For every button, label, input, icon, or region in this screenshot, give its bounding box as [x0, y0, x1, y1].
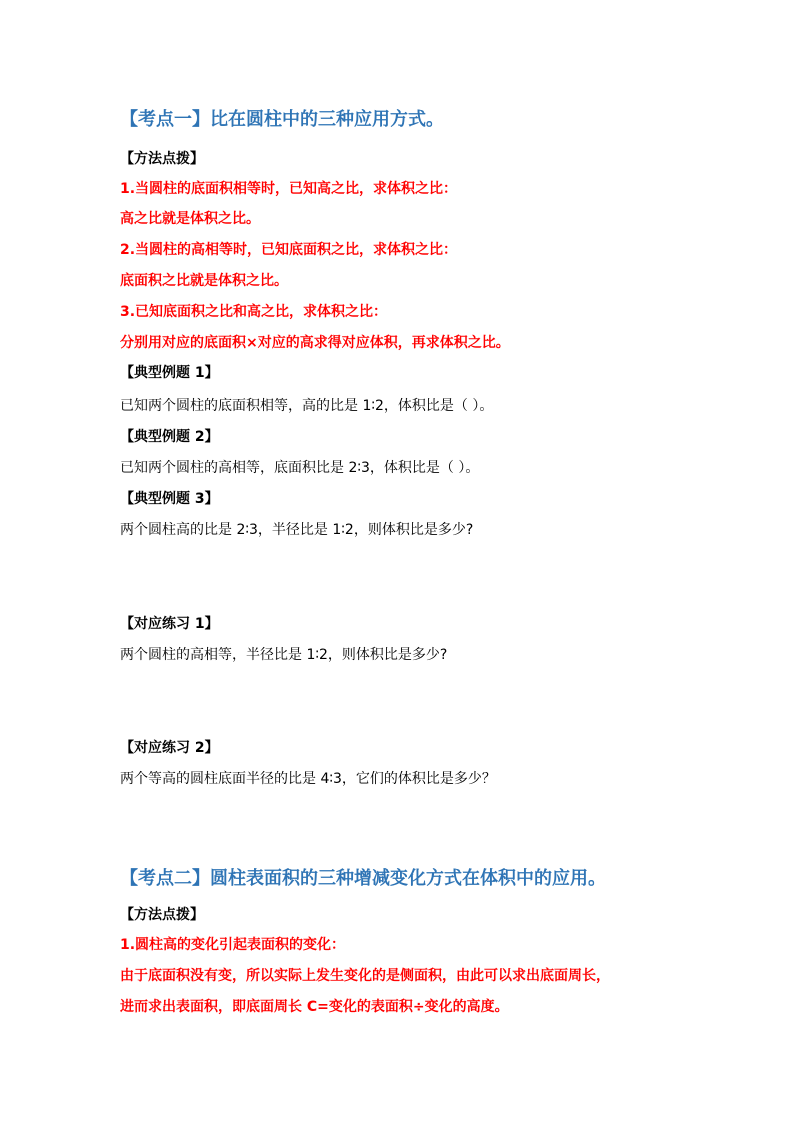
section1-method-line-1: 1.当圆柱的底面积相等时，已知高之比，求体积之比：: [120, 181, 458, 197]
example-2-text: 已知两个圆柱的高相等，底面积比是 2∶3，体积比是（ ）。: [120, 460, 480, 476]
example-3-label: 【典型例题 3】: [120, 491, 219, 507]
example-3-text: 两个圆柱高的比是 2∶3，半径比是 1∶2，则体积比是多少?: [120, 522, 474, 538]
exercise-2-label: 【对应练习 2】: [120, 740, 219, 756]
section1-method-label: 【方法点拨】: [120, 151, 204, 167]
example-1-label: 【典型例题 1】: [120, 365, 219, 381]
exercise-2-text: 两个等高的圆柱底面半径的比是 4∶3，它们的体积比是多少？: [120, 771, 496, 787]
section1-method-line-3: 2.当圆柱的高相等时，已知底面积之比，求体积之比：: [120, 242, 458, 258]
section1-title: 【考点一】比在圆柱中的三种应用方式。: [120, 109, 444, 130]
section1-method-line-4: 底面积之比就是体积之比。: [120, 273, 288, 289]
exercise-1-label: 【对应练习 1】: [120, 616, 219, 632]
section2-method-line-3: 进而求出表面积，即底面周长 C=变化的表面积÷变化的高度。: [120, 999, 509, 1015]
section1-method-line-2: 高之比就是体积之比。: [120, 211, 260, 227]
example-2-label: 【典型例题 2】: [120, 429, 219, 445]
section2-method-line-1: 1.圆柱高的变化引起表面积的变化：: [120, 937, 346, 953]
section2-method-line-2: 由于底面积没有变，所以实际上发生变化的是侧面积，由此可以求出底面周长，: [120, 968, 610, 984]
example-1-text: 已知两个圆柱的底面积相等，高的比是 1∶2，体积比是（ ）。: [120, 398, 494, 414]
exercise-1-text: 两个圆柱的高相等，半径比是 1∶2，则体积比是多少?: [120, 647, 448, 663]
section1-method-line-6: 分别用对应的底面积×对应的高求得对应体积，再求体积之比。: [120, 335, 510, 351]
section1-method-line-5: 3.已知底面积之比和高之比，求体积之比：: [120, 304, 388, 320]
section2-title: 【考点二】圆柱表面积的三种增减变化方式在体积中的应用。: [120, 868, 606, 889]
section2-method-label: 【方法点拨】: [120, 907, 204, 923]
